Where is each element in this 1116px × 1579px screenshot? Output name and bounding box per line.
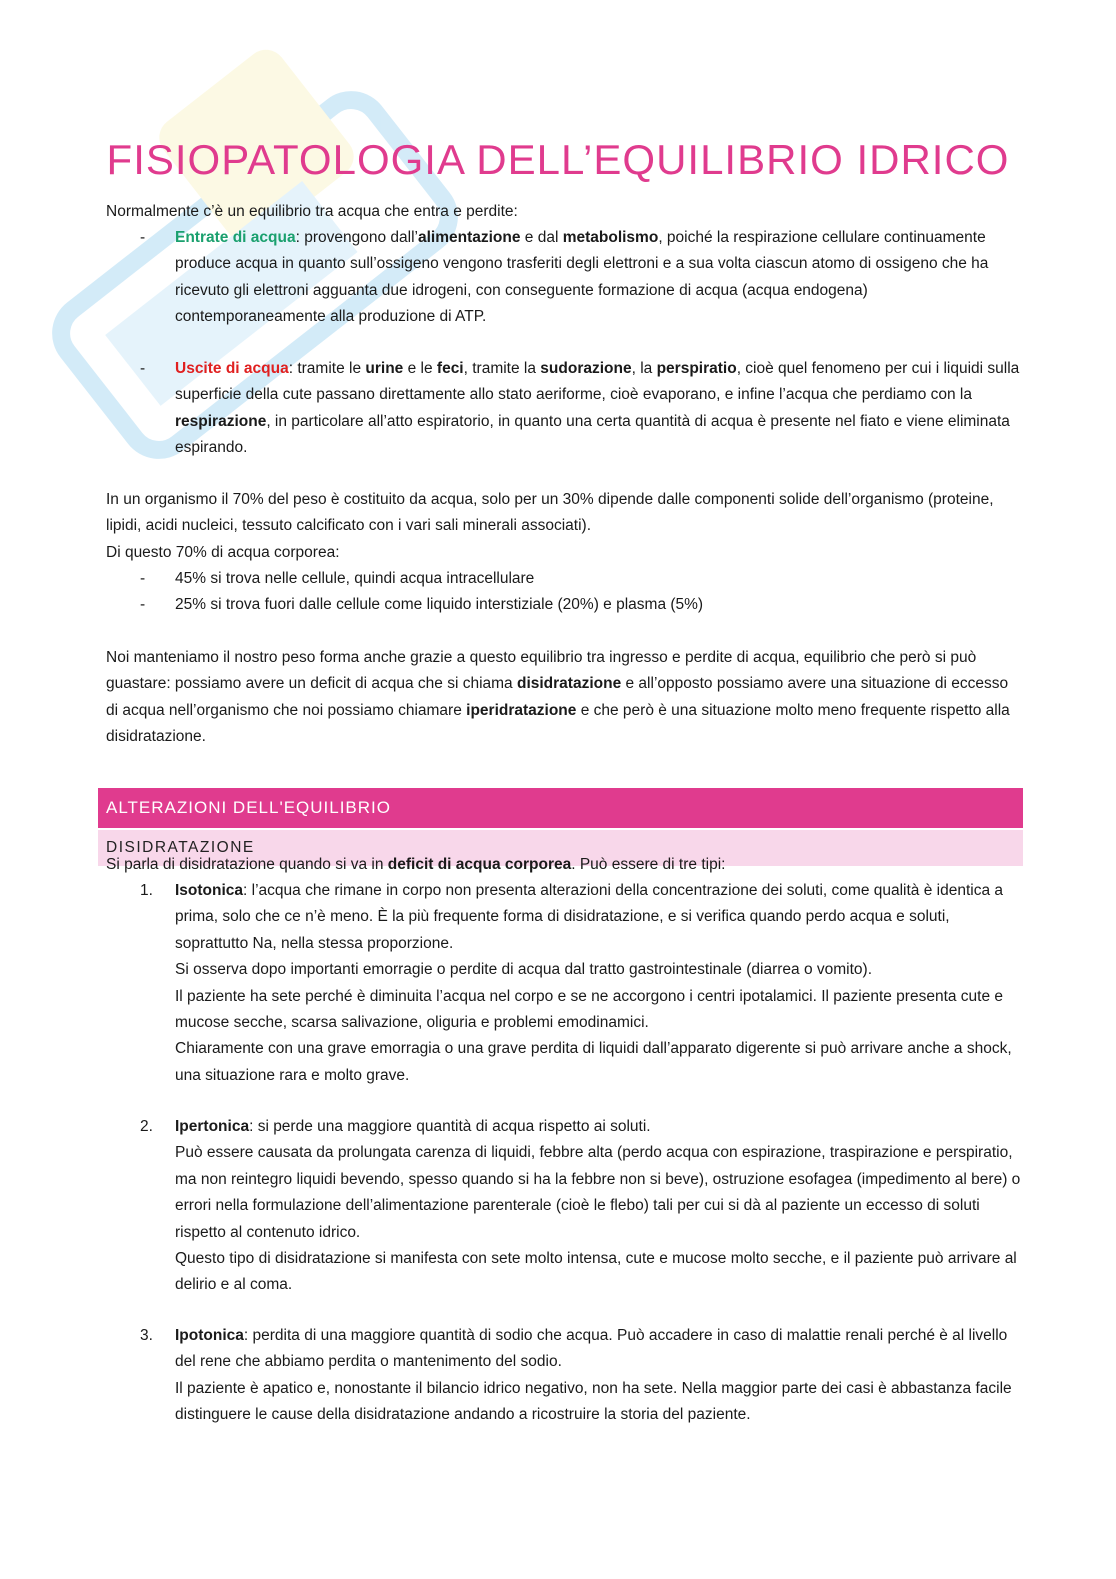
- disid-text-2: . Può essere di tre tipi:: [571, 856, 726, 873]
- uscite-text-6: , in particolare all’atto espiratorio, in quanto una certa quantità di acqua è presente nel fiato e viene eliminata espirando.: [175, 412, 1010, 457]
- heading-alterazioni-text: ALTERAZIONI DELL'EQUILIBRIO: [106, 798, 391, 817]
- uscite-bold-2: feci: [436, 360, 464, 377]
- list-item-ipotonica: [175, 1323, 1021, 1429]
- uscite-text-1: : tramite le: [288, 360, 366, 377]
- list-item-45: 45% si trova nelle cellule, quindi acqua intracellulare: [175, 570, 535, 587]
- entrate-label: Entrate di acqua: [175, 229, 296, 246]
- paragraph-disidratazione: [106, 852, 1021, 878]
- uscite-text-2: e le: [403, 360, 437, 377]
- uscite-text-5: , cioè quel fenomeno per cui i liquidi sulla superficie della cute passano direttamente allo stato aeriforme, cioè evaporano, e infine l’acqua che perdiamo con la: [175, 360, 1020, 404]
- list-item-ipertonica: [175, 1114, 1021, 1299]
- heading-alterazioni: [98, 788, 1023, 828]
- entrate-text-3: , poiché la respirazione cellulare continuamente produce acqua in quanto sull’ossigeno vengono trasferiti degli elettroni e a sua volta ciascun atomo di ossigeno che ha ricevuto gli elettroni agguanta due idrogeni, con conseguente formazione di acqua (acqua endogena) contemporaneamente alla produzione di ATP.: [175, 229, 989, 326]
- ipertonica-text-1: : si perde una maggiore quantità di acqua rispetto ai soluti.: [249, 1118, 651, 1135]
- entrate-bold-1: alimentazione: [417, 229, 521, 246]
- list-item-isotonica: [175, 878, 1021, 1089]
- ipertonica-text-2: Può essere causata da prolungata carenza di liquidi, febbre alta (perdo acqua con espirazione, traspirazione e perspiratio, ma non reintegro liquidi bevendo, spesso quando si ha la febbre non si beve), ostruzione esofagea (impedimento al bere) o errori nella formulazione dell’alimentazione parenterale (cioè le flebo) tali per cui si dà al paziente un eccesso di soluti rispetto al contenuto idrico.: [175, 1144, 1021, 1241]
- uscite-bold-5: respirazione: [175, 412, 267, 430]
- list-item-entrate: [175, 225, 1021, 331]
- isotonica-text-2: Si osserva dopo importanti emorragie o perdite di acqua dal tratto gastrointestinale (diarrea o vomito).: [175, 961, 873, 979]
- entrate-text-1: : provengono dall’: [295, 229, 418, 246]
- uscite-bold-1: urine: [365, 360, 404, 377]
- list-number: 1.: [140, 882, 153, 899]
- peso-bold-2: iperidratazione: [466, 701, 577, 719]
- ipotonica-label: Ipotonica: [175, 1327, 244, 1344]
- list-item-25: 25% si trova fuori dalle cellule come liquido interstiziale (20%) e plasma (5%): [175, 596, 704, 613]
- list-dash: -: [140, 360, 146, 377]
- list-number: 3.: [140, 1327, 153, 1344]
- disid-text-1: Si parla di disidratazione quando si va in: [106, 856, 388, 873]
- isotonica-label: Isotonica: [175, 882, 244, 899]
- ipotonica-text-1: : perdita di una maggiore quantità di sodio che acqua. Può accadere in caso di malattie renali perché è al livello del rene che abbiamo perdita o mantenimento del sodio.: [175, 1327, 1008, 1371]
- ipertonica-label: Ipertonica: [175, 1118, 250, 1135]
- paragraph-peso: [106, 645, 1021, 751]
- list-number: 2.: [140, 1118, 153, 1135]
- heading-disidratazione-text: DISIDRATAZIONE: [106, 839, 255, 856]
- ipotonica-text-2: Il paziente è apatico e, nonostante il bilancio idrico negativo, non ha sete. Nella maggior parte dei casi è abbastanza facile distinguere le cause della disidratazione andando a ricostruire la storia del paziente.: [175, 1379, 1012, 1424]
- entrate-bold-2: metabolismo: [562, 229, 659, 246]
- disid-bold-1: deficit di acqua corporea: [387, 856, 572, 873]
- isotonica-text-4: Chiaramente con una grave emorragia o una grave perdita di liquidi dall’apparato digerente si può arrivare anche a shock, una situazione rara e molto grave.: [175, 1040, 1012, 1084]
- intro-text: Normalmente c’è un equilibrio tra acqua che entra e perdite:: [106, 203, 518, 220]
- entrate-text-2: e dal: [520, 229, 563, 246]
- peso-text-2: e all’opposto possiamo avere una situazione di eccesso di acqua nell’organismo che noi possiamo chiamare: [106, 675, 1009, 719]
- peso-text-3: e che però è una situazione molto meno frequente rispetto alla disidratazione.: [106, 701, 1010, 746]
- ipertonica-text-3: Questo tipo di disidratazione si manifesta con sete molto intensa, cute e mucose molto secche, e il paziente può arrivare al delirio e al coma.: [175, 1250, 1017, 1294]
- uscite-bold-3: sudorazione: [540, 360, 632, 377]
- paragraph-questo: Di questo 70% di acqua corporea:: [106, 544, 340, 561]
- uscite-label: Uscite di acqua: [175, 360, 289, 377]
- isotonica-text-3: Il paziente ha sete perché è diminuita l’acqua nel corpo e se ne accorgono i centri ipotalamici. Il paziente presenta cute e mucose secche, scarsa salivazione, oliguria e problemi emodinamici.: [175, 987, 1004, 1032]
- uscite-text-3: , tramite la: [463, 360, 541, 377]
- uscite-bold-4: perspiratio: [656, 360, 737, 377]
- peso-text-1: Noi manteniamo il nostro peso forma anche grazie a questo equilibrio tra ingresso e perdite di acqua, equilibrio che però si può guastare: possiamo avere un deficit di acqua che si chiama: [106, 649, 977, 693]
- isotonica-text-1: : l’acqua che rimane in corpo non presenta alterazioni della concentrazione dei soluti, come qualità è identica a prima, solo che ce n’è meno. È la più frequente forma di disidratazione, e si verifica quando perdo acqua e soluti, soprattutto Na, nella stessa proporzione.: [175, 882, 1004, 952]
- uscite-text-4: , la: [631, 360, 657, 377]
- paragraph-organismo: In un organismo il 70% del peso è costituito da acqua, solo per un 30% dipende dalle componenti solide dell’organismo (proteine, lipidi, acidi nucleici, tessuto calcificato con i vari sali minerali associati).: [106, 491, 994, 535]
- list-item-uscite: [175, 356, 1021, 462]
- list-dash: -: [140, 570, 146, 587]
- peso-bold-1: disidratazione: [516, 675, 622, 693]
- page-title: FISIOPATOLOGIA DELL’EQUILIBRIO IDRICO: [106, 136, 1010, 183]
- list-dash: -: [140, 596, 146, 613]
- list-dash: -: [140, 229, 146, 246]
